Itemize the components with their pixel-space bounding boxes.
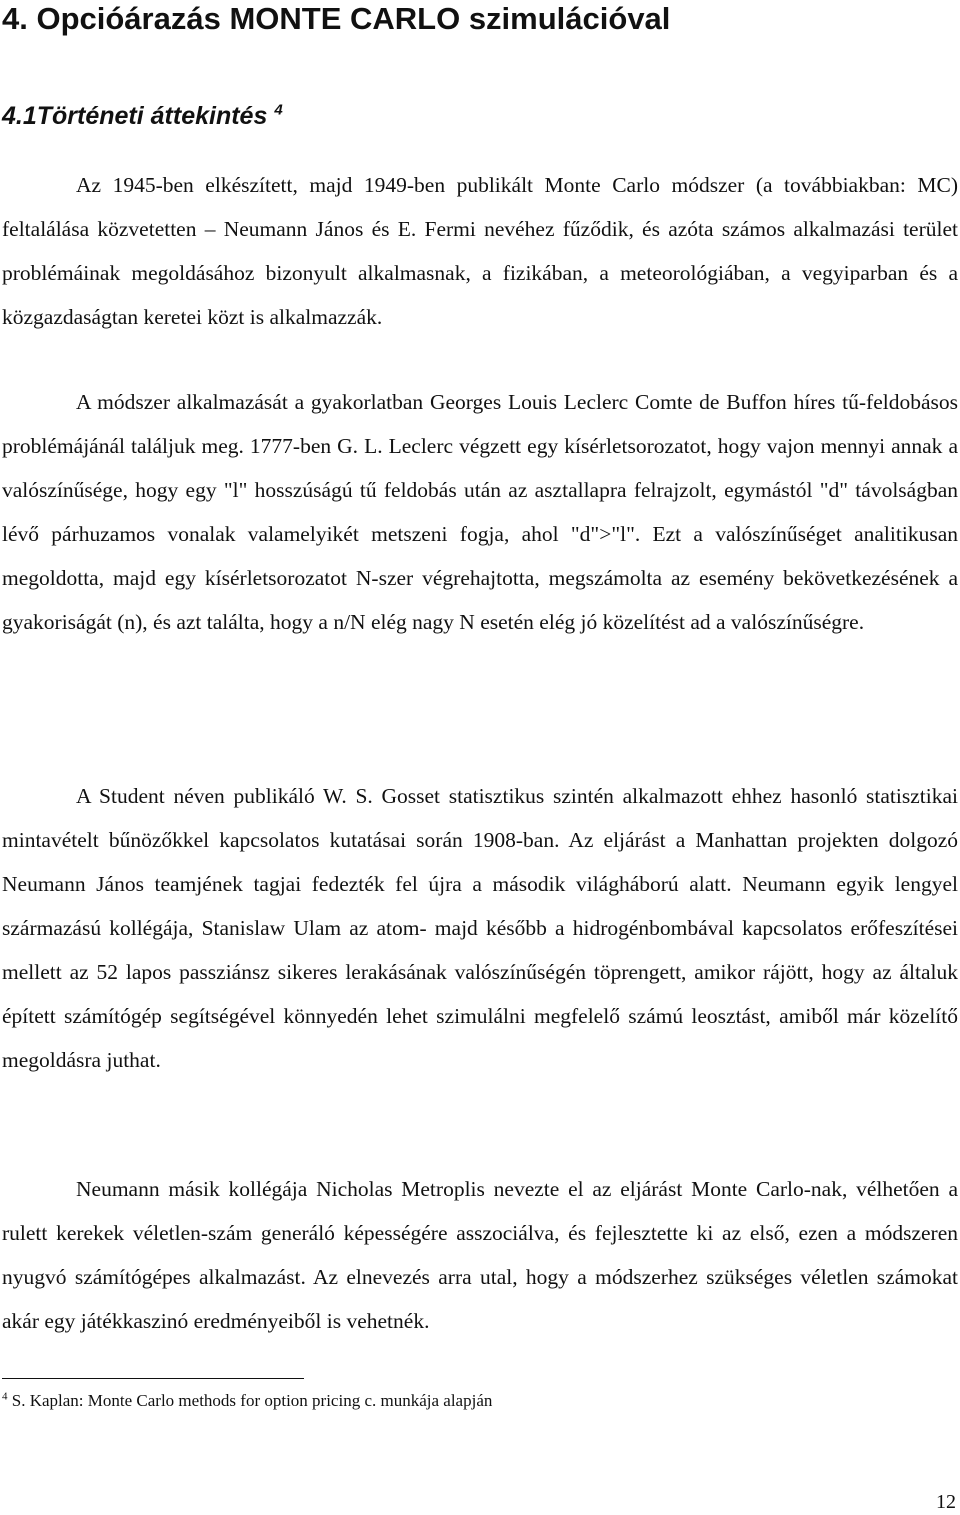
chapter-title: 4. Opcióárazás MONTE CARLO szimulációval [2,1,671,36]
paragraph-metropolis-naming: Neumann másik kollégája Nicholas Metroplis nevezte el az eljárást Monte Carlo-nak, vélhetően a rulett kerekek véletlen-szám generáló képességére asszociálva, és fejlesztette ki az első, ezen a módszeren nyugvó számítógépes alkalmazást. Az elnevezés arra utal, hogy a módszerhez szükséges véletlen számokat akár egy játékkaszinó eredményeiből is vehetnék. [2,1177,958,1333]
paragraph-gosset-ulam: A Student néven publikáló W. S. Gosset statisztikus szintén alkalmazott ehhez hasonló statisztikai mintavételt bűnözőkkel kapcsolatos kutatásai során 1908-ban. Az eljárást a Manhattan projekten dolgozó Neumann János teamjének tagjai fedezték fel újra a második világháború alatt. Neumann egyik lengyel származású kollégája, Stanislaw Ulam az atom- majd később a hidrogénbombával kapcsolatos erőfeszítései mellett az 52 lapos passziánsz sikeres lerakásának valószínűségén töprengett, amikor rájött, hogy az általuk épített számítógép segítségével könnyedén lehet szimulálni megfelelő számú leosztást, amiből már közelítő megoldásra juthat. [2,784,958,1072]
footnote-text: S. Kaplan: Monte Carlo methods for option pricing c. munkája alapján [11,1391,493,1410]
footnote-number: 4 [2,1390,8,1403]
footnote [2,1389,492,1413]
footnote-divider [2,1378,304,1379]
paragraph-buffon-needle: A módszer alkalmazását a gyakorlatban Georges Louis Leclerc Comte de Buffon híres tű-feldobásos problémájánál találjuk meg. 1777-ben G. L. Leclerc végzett egy kísérletsorozatot, hogy vajon mennyi annak a valószínűsége, hogy egy "l" hosszúságú tű feldobás után az asztallapra felrajzolt, egymástól "d" távolságban lévő párhuzamos vonalak valamelyikét metszeni fogja, ahol "d">"l". Ezt a valószínűséget analitikusan megoldotta, majd egy kísérletsorozatot N-szer végrehajtotta, megszámolta az esemény bekövetkezésének a gyakoriságát (n), és azt találta, hogy a n/N elég nagy N esetén elég jó közelítést ad a valószínűségre. [2,390,958,634]
section-title [2,98,283,134]
section-title-text: 4.1Történeti áttekintés [2,102,268,130]
page-number: 12 [936,1491,956,1513]
footnote-reference: 4 [274,101,283,119]
paragraph-history-intro: Az 1945-ben elkészített, majd 1949-ben publikált Monte Carlo módszer (a továbbiakban: MC) feltalálása közvetetten – Neumann János és E. Fermi nevéhez fűződik, és azóta számos alkalmazási terület problémáinak megoldásához bizonyult alkalmasnak, a fizikában, a meteorológiában, a vegyiparban és a közgazdaságtan keretei közt is alkalmazzák. [2,173,958,329]
